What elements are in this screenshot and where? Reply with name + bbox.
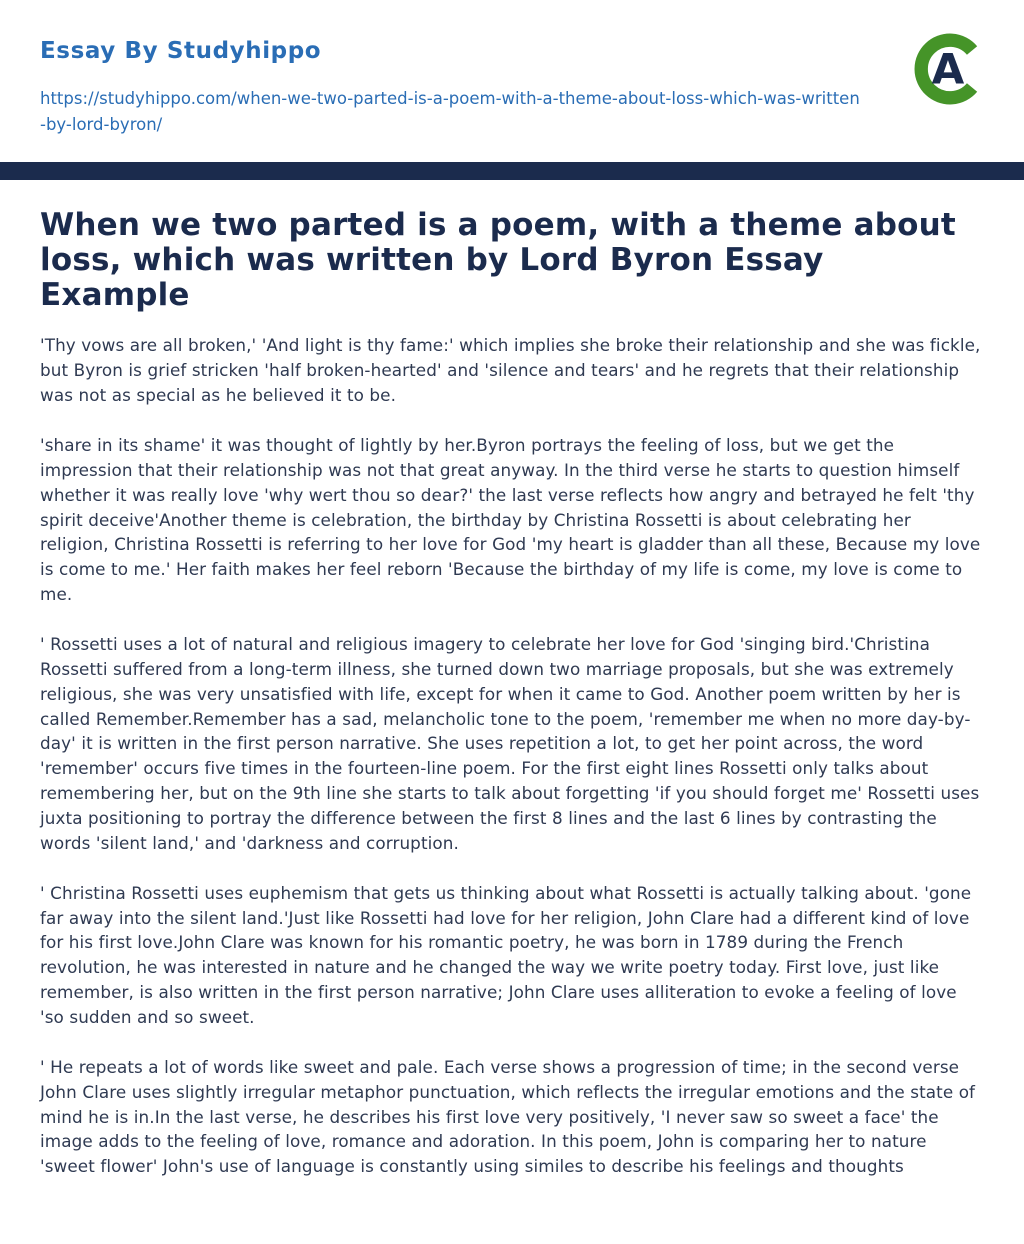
source-url-link[interactable]: https://studyhippo.com/when-we-two-parted-is-a-poem-with-a-theme-about-loss-which-was-written-by-lord-byron/ [40,88,860,134]
studyhippo-logo-icon [914,33,986,105]
header-divider-bar [0,162,1024,180]
essay-paragraph: 'share in its shame' it was thought of lightly by her.Byron portrays the feeling of loss, but we get the impression that their relationship was not that great anyway. In the third verse he starts to question himself whether it was really love 'why wert thou so dear?' the last verse reflects how angry and betrayed he felt 'thy spirit deceive'Another theme is celebration, the birthday by Christina Rossetti is about celebrating her religion, Christina Rossetti is referring to her love for God 'my heart is gladder than all these, Because my love is come to me.' Her faith makes her feel reborn 'Because the birthday of my life is come, my love is come to me. [40,435,981,605]
logo-letter: A [931,44,965,94]
header [0,0,1024,138]
essay-paragraph: ' Rossetti uses a lot of natural and religious imagery to celebrate her love for God 'singing bird.'Christina Rossetti suffered from a long-term illness, she turned down two marriage proposals, but she was extremely religious, she was very unsatisfied with life, except for when it came to God. Another poem written by her is called Remember.Remember has a sad, melancholic tone to the poem, 'remember me when no more day-by-day' it is written in the first person narrative. She uses repetition a lot, to get her point across, the word 'remember' occurs five times in the fourteen-line poem. For the first eight lines Rossetti only talks about remembering her, but on the 9th line she starts to talk about forgetting 'if you should forget me' Rossetti uses juxta positioning to portray the difference between the first 8 lines and the last 6 lines by contrasting the words 'silent land,' and 'darkness and corruption. [40,634,980,853]
essay-paragraph: ' Christina Rossetti uses euphemism that gets us thinking about what Rossetti is actually talking about. 'gone far away into the silent land.'Just like Rossetti had love for her religion, John Clare had a different kind of love for his first love.John Clare was known for his romantic poetry, he was born in 1789 during the French revolution, he was interested in nature and he changed the way we write poetry today. First love, just like remember, is also written in the first person narrative; John Clare uses alliteration to evoke a feeling of love 'so sudden and so sweet. [40,882,972,1028]
essay-paragraph: ' He repeats a lot of words like sweet and pale. Each verse shows a progression of time; in the second verse John Clare uses slightly irregular metaphor punctuation, which reflects the irregular emotions and the state of mind he is in.In the last verse, he describes his first love very positively, 'I never saw so sweet a face' the image adds to the feeling of love, romance and adoration. In this poem, John is comparing her to nature 'sweet flower' John's use of language is constantly using similes to describe his feelings and thoughts [40,1056,976,1177]
article-title: When we two parted is a poem, with a theme about loss, which was written by Lord Byron Essay Example [40,207,956,314]
site-title: Essay By Studyhippo [40,38,322,64]
essay-article [0,180,1024,1244]
essay-paragraph: 'Thy vows are all broken,' 'And light is thy fame:' which implies she broke their relationship and she was fickle, but Byron is grief stricken 'half broken-hearted' and 'silence and tears' and he regrets that their relationship was not as special as he believed it to be. [40,335,981,406]
